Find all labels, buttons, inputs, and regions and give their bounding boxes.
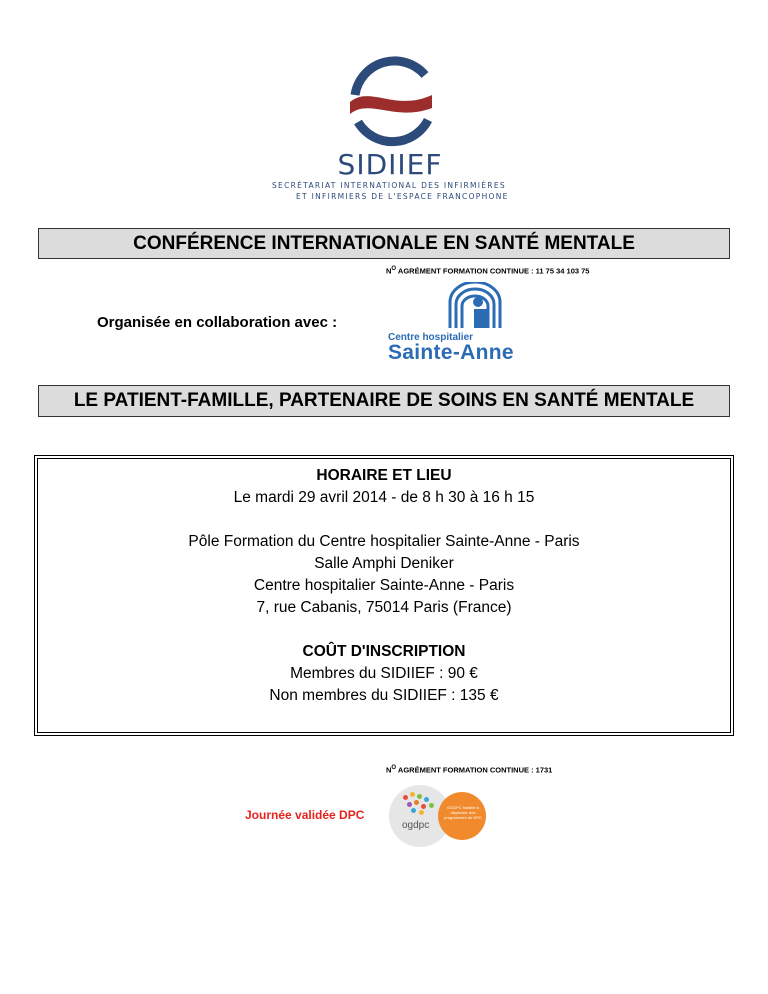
sidiief-logo <box>250 50 530 200</box>
logo-wordmark: SIDIIEF <box>337 148 443 181</box>
sainte-anne-logo <box>388 282 528 362</box>
theme-title: LE PATIENT-FAMILLE, PARTENAIRE DE SOINS EN SANTÉ MENTALE <box>38 385 730 417</box>
venue-line-2: Salle Amphi Deniker <box>314 555 454 572</box>
venue-line-3: Centre hospitalier Sainte-Anne - Paris <box>253 577 515 594</box>
agrement-number-1: $N^O$ AGRÉMENT FORMATION CONTINUE : 11 75 34 103 75 <box>386 266 590 276</box>
info-box <box>34 455 734 736</box>
logo-subtitle: SECRÉTARIAT INTERNATIONAL DES INFIRMIÈRES ET INFIRMIERS DE L'ESPACE FRANCOPHONE <box>272 181 509 201</box>
schedule-heading: HORAIRE ET LIEU <box>316 467 452 484</box>
dpc-validation-label: Journée validée DPC <box>245 808 365 822</box>
ogdpc-logo <box>389 785 509 849</box>
cost-members: Membres du SIDIIEF : 90 € <box>290 665 478 682</box>
collaboration-label: Organisée en collaboration avec : <box>97 314 338 331</box>
partner-subtitle: Centre hospitalier <box>388 332 474 343</box>
cost-heading: COÛT D'INSCRIPTION <box>302 643 466 660</box>
cost-non-members: Non membres du SIDIIEF : 135 € <box>269 687 499 704</box>
venue-address: 7, rue Cabanis, 75014 Paris (France) <box>256 599 512 616</box>
hospital-emblem-icon <box>440 282 510 330</box>
sidiief-emblem-icon <box>340 50 440 150</box>
conference-title: CONFÉRENCE INTERNATIONALE EN SANTÉ MENTALE <box>38 228 730 259</box>
agrement-number-2: $N^O$ AGRÉMENT FORMATION CONTINUE : 1731 <box>386 765 553 775</box>
schedule-date: Le mardi 29 avril 2014 - de 8 h 30 à 16 h 15 <box>233 489 535 506</box>
venue-line-1: Pôle Formation du Centre hospitalier Sainte-Anne - Paris <box>188 533 580 550</box>
partner-name: Sainte-Anne <box>388 341 514 364</box>
ogdpc-wordmark: ogdpc <box>402 820 430 831</box>
ogdpc-badge-text: OGDPC habilité à dispenser des programmes de DPC <box>444 805 482 820</box>
